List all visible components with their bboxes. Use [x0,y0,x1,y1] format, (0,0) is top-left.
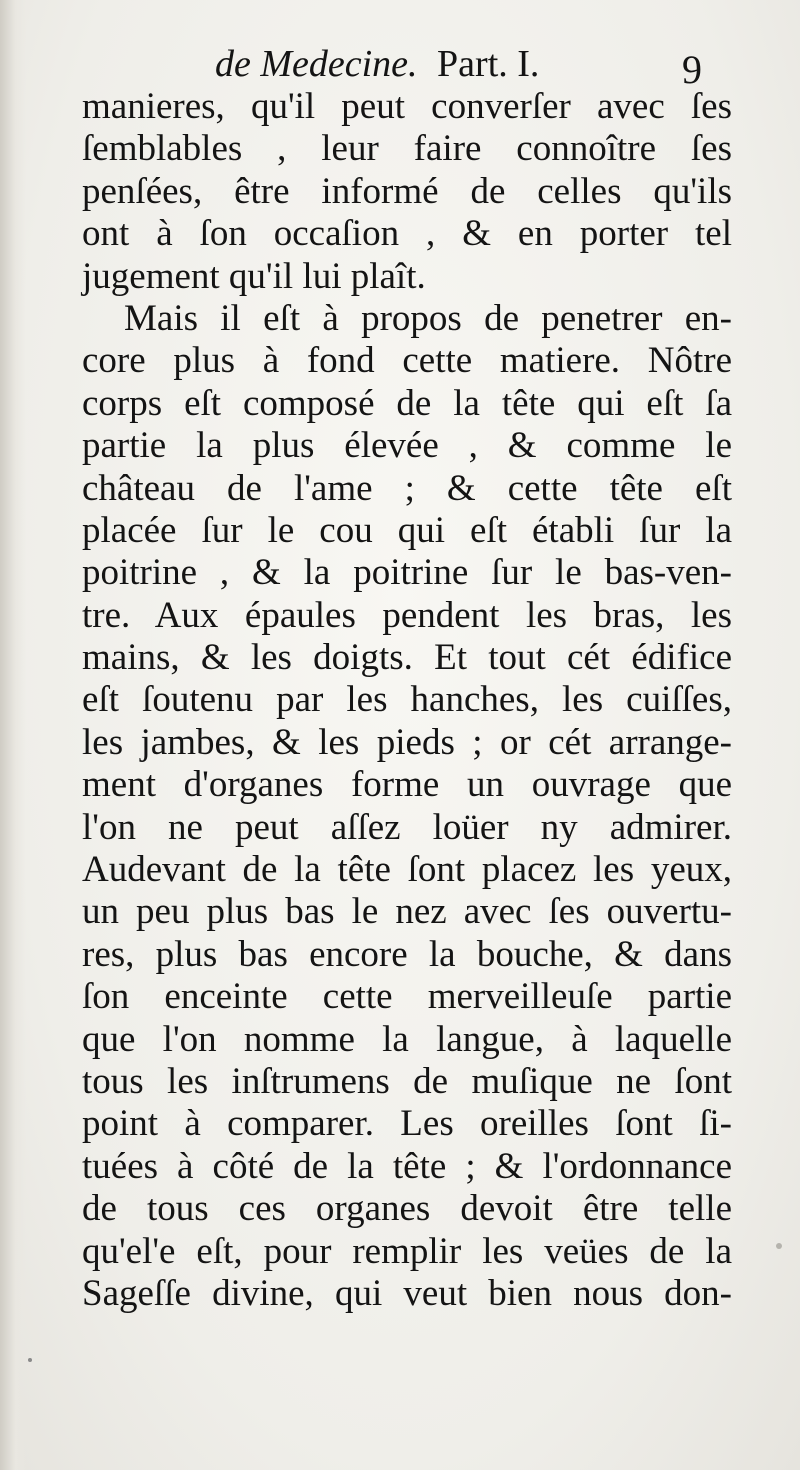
text-line: poitrine , & la poitrine ſur le bas-ven- [82,552,732,594]
text-line: penſées, être informé de celles qu'ils [82,170,732,212]
paper-speck [776,1243,782,1249]
text-line: que l'on nomme la langue, à laquelle [82,1018,732,1060]
text-line: tre. Aux épaules pendent les bras, les [82,594,732,636]
text-line: les jambes, & les pieds ; or cét arrange- [82,721,732,763]
text-line: qu'el'e eſt, pour remplir les veües de la [82,1230,732,1272]
text-line: point à comparer. Les oreilles ſont ſi- [82,1103,732,1145]
text-line: Sageſſe divine, qui veut bien nous don- [82,1272,732,1314]
text-line: de tous ces organes devoit être telle [82,1188,732,1230]
body-text [82,86,732,1315]
text-line: château de l'ame ; & cette tête eſt [82,467,732,509]
part-label: Part. I. [437,43,540,85]
paragraph-start-line: Mais il eſt à propos de penetrer en- [124,297,732,339]
running-title: de Medecine. [215,43,418,85]
page-gutter-shadow [0,0,26,1470]
text-line: ont à ſon occaſion , & en porter tel [82,213,732,255]
text-line: partie la plus élevée , & comme le [82,425,732,467]
text-line: ſemblables , leur faire connoître ſes [82,128,732,170]
text-line: tuées à côté de la tête ; & l'ordonnance [82,1145,732,1187]
text-line: Audevant de la tête ſont placez les yeux, [82,849,732,891]
text-line: eſt ſoutenu par les hanches, les cuiſſes, [82,679,732,721]
running-header [215,38,715,90]
text-line: core plus à fond cette matiere. Nôtre [82,340,732,382]
text-line: ſon enceinte cette merveilleuſe partie [82,976,732,1018]
text-line: l'on ne peut aſſez loüer ny admirer. [82,806,732,848]
page-number: 9 [682,47,702,92]
text-line: res, plus bas encore la bouche, & dans [82,933,732,975]
text-line: manieres, qu'il peut converſer avec ſes [82,86,732,127]
text-line: tous les inſtrumens de muſique ne ſont [82,1060,732,1102]
text-line: ment d'organes forme un ouvrage que [82,764,732,806]
text-line: corps eſt composé de la tête qui eſt ſa [82,382,732,424]
paper-speck [28,1358,32,1362]
text-line: jugement qu'il lui plaît. [82,255,426,297]
text-line: mains, & les doigts. Et tout cét édifice [82,637,732,679]
text-line: un peu plus bas le nez avec ſes ouvertu- [82,891,732,933]
text-line: placée ſur le cou qui eſt établi ſur la [82,509,732,551]
